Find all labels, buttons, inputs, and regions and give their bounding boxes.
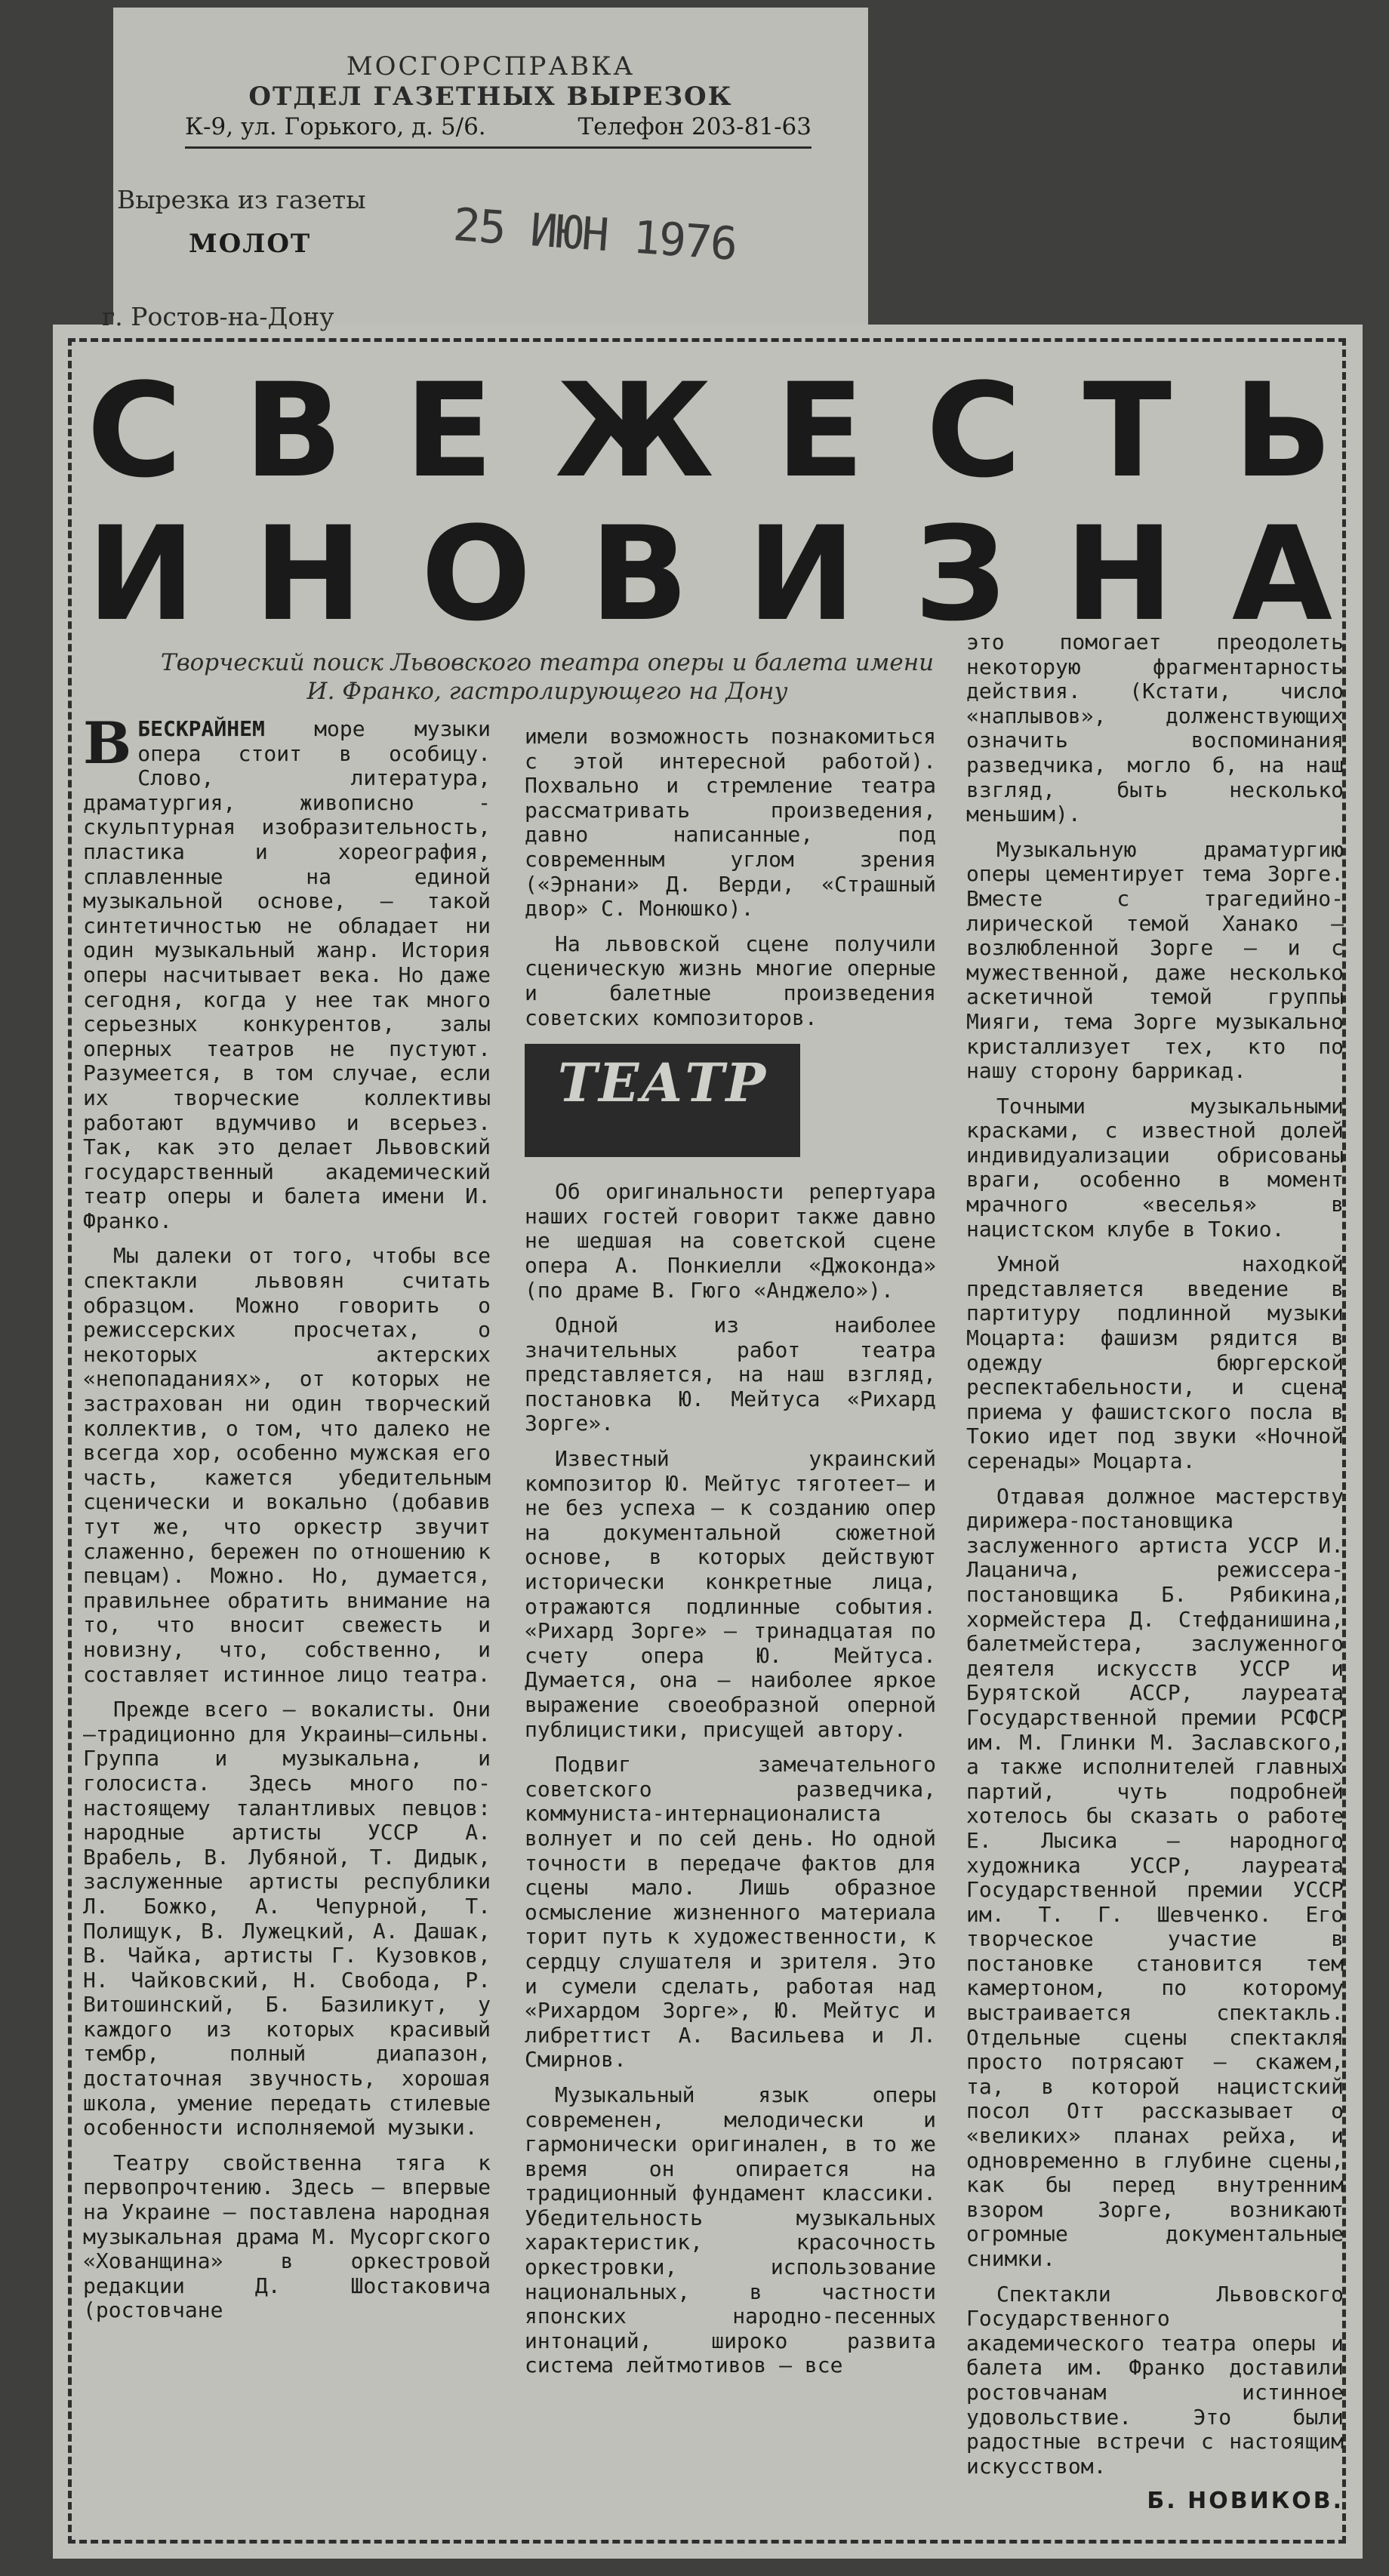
drop-cap: В <box>83 709 132 777</box>
headline-letter: З <box>913 498 1007 650</box>
article-paragraph: Прежде всего — вокалисты. Они—традиционно для Украины—сильны. Группа и музыкальна, и голосиста. Здесь много по-настоящему талантливых певцов: народные артисты УССР А. Врабель, В. Лубяной, Т. Дидык, заслуженные артисты республики Л. Божко, А. Чепурной, Т. Полищук, В. Лужецкий, А. Дашак, В. Чайка, артисты Г. Кузовков, Н. Чайковский, Н. Свобода, Р. Витошинский, Б. Базиликут, у каждого из которых красивый тембр, полный диапазон, достаточная звучность, хорошая школа, умение передать стилевые особенности исполняемой музыки. <box>83 1697 491 2141</box>
headline-letter: Н <box>254 498 363 650</box>
article-paragraph: Мы далеки от того, чтобы все спектакли львовян считать образцом. Можно говорить о режиссерских просчетах, о некоторых актерских «непопаданиях», от которых не застрахован ни один творческий коллектив, о том, что далеко не всегда хор, особенно мужская его часть, кажется убедительным сценически и вокально (добавив тут же, что оркестр звучит слаженно, бережен по отношению к певцам). Можно. Но, думается, правильнее обратить внимание на то, что вносит свежесть и новизну, что, собственно, и составляет истинное лицо театра. <box>83 1243 491 1687</box>
article-paragraph: Спектакли Львовского Государственного академического театра оперы и балета им. Франко доставили ростовчанам истинное удовольствие. Это были радостные встречи с настоящим искусством. <box>966 2281 1344 2479</box>
address-row <box>185 112 812 149</box>
clipping-service-header <box>113 8 868 332</box>
rubric-badge <box>525 1044 800 1157</box>
article-paragraph: Об оригинальности репертуара наших гостей говорит также давно не шедшая на советской сцене опера А. Понкиелли «Джоконда» (по драме В. Гюго «Анджело»). <box>525 1179 936 1303</box>
article-paragraph: Театру свойственна тяга к первопрочтению. Здесь — впервые на Украине — поставлена народная музыкальная драма М. Мусоргского «Хованщина» в оркестровой редакции Д. Шостаковича (ростовчане <box>83 2150 491 2323</box>
date-stamp: 25 ИЮН 1976 <box>451 198 738 272</box>
article-paragraph: Точными музыкальными красками, с известной долей индивидуализации обрисованы враги, особенно в момент мрачного «веселья» в нацистском клубе в Токио. <box>966 1093 1344 1242</box>
headline-letter: А <box>1231 498 1332 650</box>
headline-letter: Ь <box>1233 355 1332 506</box>
headline-letter: Е <box>775 355 864 506</box>
article-paragraph: Отдавая должное мастерству дирижера-постановщика заслуженного артиста УССР И. Лацанича, режиссера-постановщика Б. Рябикина, хормейстера Д. Стефданишина, балетмейстера, заслуженного деятеля искусств УССР и Бурятской АССР, лауреата Государственной премии РСФСР им. М. Глинки М. Заславского, а также исполнителей главных партий, чуть подробней хотелось бы сказать о работе Е. Лысика — народного художника УССР, лауреата Государственной премии УССР им. Т. Г. Шевченко. Его творческое участие в постановке становится тем камертоном, по которому выстраивается спектакль. Отдельные сцены спектакля просто потрясают — скажем, та, в которой нацистский посол Отт рассказывает о «великих» планах рейха, и одновременно в глубине сцены, как бы перед внутренним взором Зорге, возникают огромные документальные снимки. <box>966 1483 1344 2271</box>
rubric-label: ТЕАТР <box>557 1051 768 1115</box>
agency-address: К-9, ул. Горького, д. 5/6. <box>185 113 486 140</box>
headline-letter: О <box>420 498 531 650</box>
clipping-from-label: Вырезка из газеты <box>117 185 366 214</box>
paragraph-text: море музыки опера стоит в особицу. Слово, литература, драматургия, живописно - скульптурная изобразительность, пластика и хореография, сплавленные на единой музыкальной основе, — такой синтетичностью не обладает ни один музыкальный жанр. История оперы насчитывает века. Но даже сегодня, когда у нее так много серьезных конкурентов, залы оперных театров не пустуют. Разумеется, в том случае, если их творческие коллективы работают вдумчиво и всерьез. Так, как это делает Львовский государственный академический театр оперы и балета имени И. Франко. <box>83 716 491 1233</box>
author-byline: Б. НОВИКОВ. <box>1147 2488 1344 2515</box>
article-paragraph: имели возможность познакомиться с этой интересной работой). Похвально и стремление театра рассматривать произведения, давно написанные, под современным углом зрения («Эрнани» Д. Верди, «Страшный двор» С. Монюшко). <box>525 724 936 922</box>
headline-letter: В <box>590 498 689 650</box>
headline-letter: Ж <box>555 355 714 506</box>
article-paragraph: это помогает преодолеть некоторую фрагментарность действия. (Кстати, число «наплывов», долженствующих означить воспоминания разведчика, могло б, на наш взгляд, быть несколько меньшим). <box>966 629 1344 827</box>
headline-letter: И <box>747 498 856 650</box>
headline-letter: С <box>925 355 1021 506</box>
article-paragraph: Умной находкой представляется введение в партитуру подлинной музыки Моцарта: фашизм рядится в одежду бюргерской респектабельности, и сцена приема у фашистского посла в Токио идет под звуки «Ночной серенады» Моцарта. <box>966 1251 1344 1473</box>
headline-line-1 <box>87 355 1332 506</box>
newspaper-city: г. Ростов-на-Дону <box>102 302 334 331</box>
subheadline: Творческий поиск Львовского театра оперы и балета имени И. Франко, гастролирующего на Дону <box>160 649 935 705</box>
article-paragraph: Музыкальную драматургию оперы цементирует тема Зорге. Вместе с трагедийно-лирической темой Ханако — возлюбленной Зорге — и с мужественной, даже несколько аскетичной темой группы Мияги, тема Зорге музыкально кристаллизует тех, кто по нашу сторону баррикад. <box>966 836 1344 1084</box>
article-paragraph: Подвиг замечательного советского разведчика, коммуниста-интернационалиста волнует и по сей день. Но одной точности в передаче фактов для сцены мало. Лишь образное осмысление жизненного материала торит путь к художественности, к сердцу слушателя и зрителя. Это и сумели сделать, работая над «Рихардом Зорге», Ю. Мейтус и либреттист А. Васильева и Л. Смирнов. <box>525 1752 936 2073</box>
article-paragraph: На львовской сцене получили сценическую жизнь многие оперные и балетные произведения советских композиторов. <box>525 931 936 1030</box>
headline-letter: И <box>87 498 196 650</box>
newspaper-name: МОЛОТ <box>189 229 312 259</box>
article-paragraph: Одной из наиболее значительных работ театра представляется, на наш взгляд, постановка Ю. Мейтуса «Рихард Зорге». <box>525 1313 936 1436</box>
headline-letter: В <box>244 355 343 506</box>
article-paragraph: Музыкальный язык оперы современен, мелодически и гармонически оригинален, в то же время он опирается на традиционный фундамент классики. Убедительность музыкальных характеристик, красочность оркестровки, использование национальных, в частности японских народно-песенных интонаций, широко развита система лейтмотивов — все <box>525 2082 936 2378</box>
article-column-2 <box>525 725 936 2389</box>
article-paragraph: Известный украинский композитор Ю. Мейтус тяготеет— и не без успеха — к созданию опер на документальной сюжетной основе, в которых действуют исторически конкретные лица, отражаются подлинные события. «Рихард Зорге» — тринадцатая по счету опера Ю. Мейтуса. Думается, она — наиболее яркое выражение своеобразной оперной публицистики, присущей автору. <box>525 1446 936 1742</box>
headline-letter: Н <box>1064 498 1174 650</box>
article-paragraph <box>83 709 491 1233</box>
headline-letter: С <box>87 355 183 506</box>
agency-phone: Телефон 203-81-63 <box>577 113 812 140</box>
article-column-1 <box>83 709 491 2334</box>
newspaper-article <box>53 325 1363 2559</box>
headline-line-2 <box>87 498 1332 650</box>
department-name: ОТДЕЛ ГАЗЕТНЫХ ВЫРЕЗОК <box>248 82 733 112</box>
headline-letter: Е <box>404 355 494 506</box>
article-column-3 <box>966 630 1344 2514</box>
lead-words: БЕСКРАЙНЕМ <box>137 716 265 741</box>
headline-letter: Т <box>1083 355 1172 506</box>
agency-name: МОСГОРСПРАВКА <box>346 51 636 82</box>
